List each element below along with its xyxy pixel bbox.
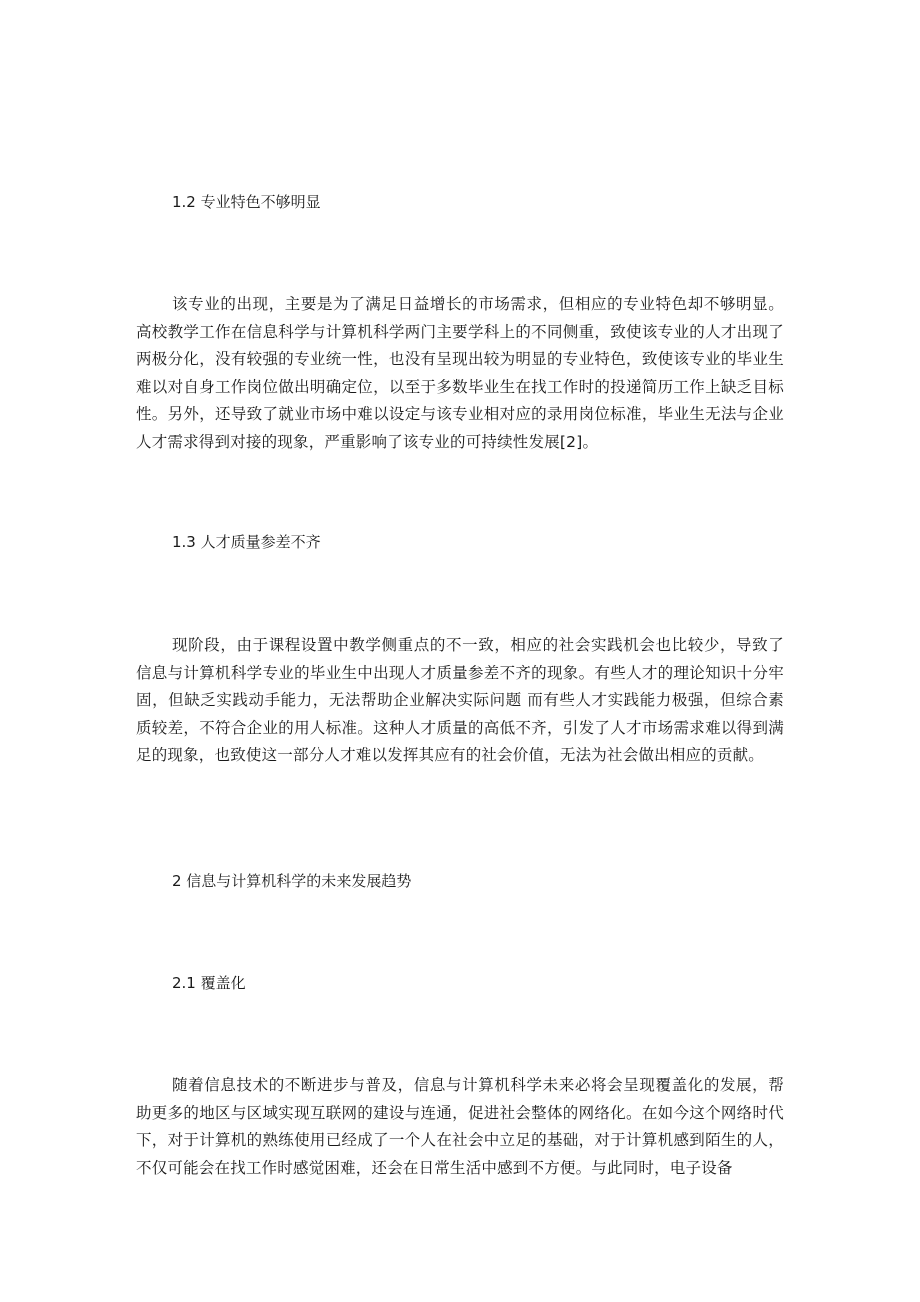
section-heading-2: 2 信息与计算机科学的未来发展趋势 [172,872,412,890]
section-heading-2-1: 2.1 覆盖化 [172,974,246,992]
section-heading-1-3: 1.3 人才质量参差不齐 [172,533,321,551]
paragraph-coverage: 随着信息技术的不断进步与普及，信息与计算机科学未来必将会呈现覆盖化的发展，帮助更多的地区与区域实现互联网的建设与连通，促进社会整体的网络化。在如今这个网络时代下，对于计算机的熟练使用已经成了一个人在社会中立足的基础，对于计算机感到陌生的人，不仅可能会在找工作时感觉困难，还会在日常生活中感到不方便。与此同时，电子设备 [136,1076,784,1177]
paragraph-specialty-features: 该专业的出现，主要是为了满足日益增长的市场需求，但相应的专业特色却不够明显。高校教学工作在信息科学与计算机科学两门主要学科上的不同侧重，致使该专业的人才出现了两极分化，没有较强的专业统一性，也没有呈现出较为明显的专业特色，致使该专业的毕业生难以对自身工作岗位做出明确定位，以至于多数毕业生在找工作时的投递简历工作上缺乏目标性。另外，还导致了就业市场中难以设定与该专业相对应的录用岗位标准，毕业生无法与企业人才需求得到对接的现象，严重影响了该专业的可持续性发展[2]。 [136,295,784,451]
paragraph-talent-quality: 现阶段，由于课程设置中教学侧重点的不一致，相应的社会实践机会也比较少，导致了信息与计算机科学专业的毕业生中出现人才质量参差不齐的现象。有些人才的理论知识十分牢固，但缺乏实践动手能力，无法帮助企业解决实际问题 而有些人才实践能力极强，但综合素质较差，不符合企业的用人标准。这种人才质量的高低不齐，引发了人才市场需求难以得到满足的现象，也致使这一部分人才难以发挥其应有的社会价值，无法为社会做出相应的贡献。 [136,636,784,764]
section-heading-1-2: 1.2 专业特色不够明显 [172,193,321,211]
